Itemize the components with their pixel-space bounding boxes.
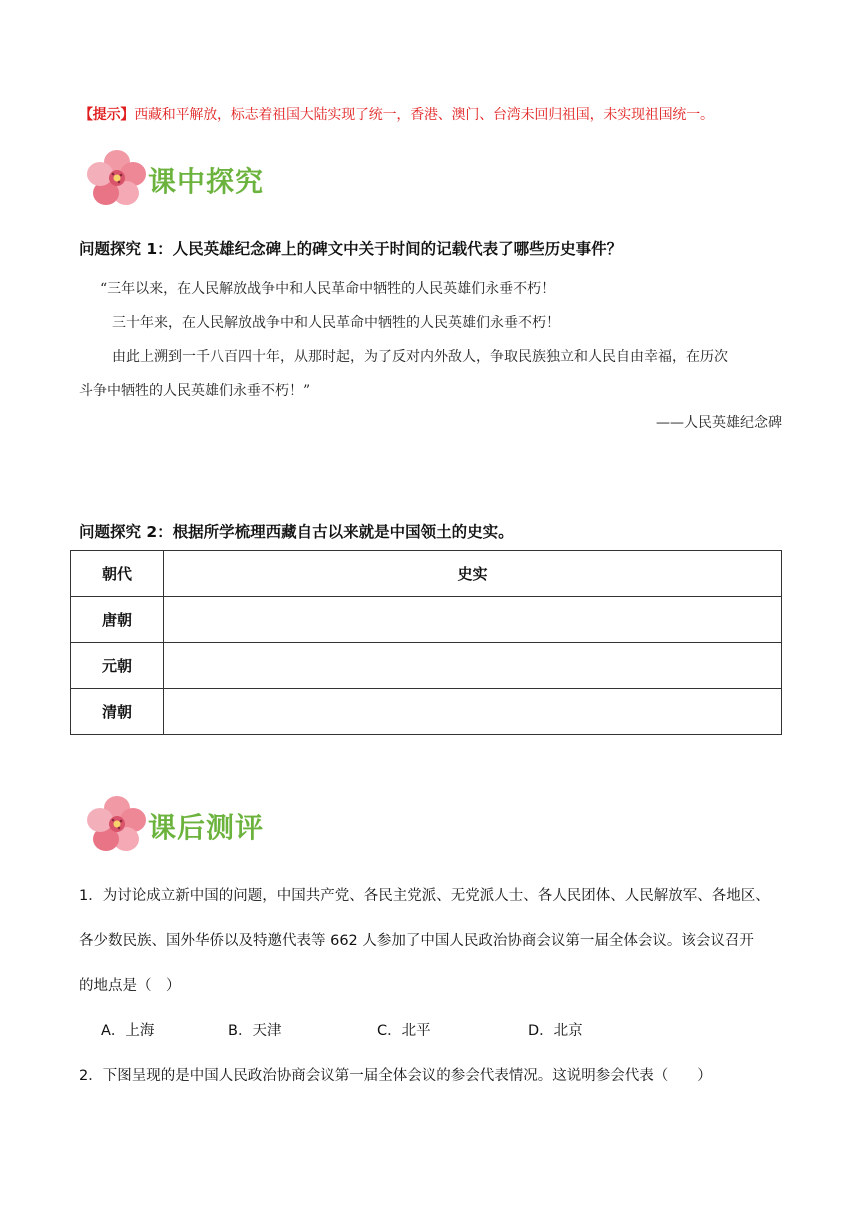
quote-source: ——人民英雄纪念碑 bbox=[656, 415, 782, 431]
quote-line-2: 三十年来，在人民解放战争中和人民革命中牺牲的人民英雄们永垂不朽！ bbox=[112, 315, 560, 331]
column-header-dynasty: 朝代 bbox=[71, 551, 164, 597]
quiz-q1-option-c[interactable]: C．北平 bbox=[377, 1023, 431, 1039]
history-table bbox=[70, 550, 782, 735]
section-title: 课中探究 bbox=[148, 165, 265, 198]
fact-cell[interactable] bbox=[164, 597, 782, 643]
column-header-facts: 史实 bbox=[164, 551, 782, 597]
question-prompt-1: 问题探究 1：人民英雄纪念碑上的碑文中关于时间的记载代表了哪些历史事件？ bbox=[79, 240, 623, 258]
quote-line-1: “三年以来，在人民解放战争中和人民革命中牺牲的人民英雄们永垂不朽！ bbox=[100, 281, 556, 297]
flower-icon bbox=[86, 794, 148, 854]
dynasty-cell: 唐朝 bbox=[71, 597, 164, 643]
table-row bbox=[71, 597, 782, 643]
flower-icon bbox=[86, 148, 148, 208]
section-header-after-class bbox=[86, 794, 346, 858]
table-row bbox=[71, 643, 782, 689]
table-row bbox=[71, 689, 782, 735]
question-prompt-2: 问题探究 2：根据所学梳理西藏自古以来就是中国领土的史实。 bbox=[79, 523, 514, 541]
quiz-q2-text: 2．下图呈现的是中国人民政治协商会议第一届全体会议的参会代表情况。这说明参会代表（ ） bbox=[79, 1068, 712, 1084]
quote-line-3: 由此上溯到一千八百四十年，从那时起，为了反对内外敌人，争取民族独立和人民自由幸福，在历次 bbox=[112, 349, 728, 365]
quiz-q1-line-2: 各少数民族、国外华侨以及特邀代表等 662 人参加了中国人民政治协商会议第一届全体会议。该会议召开 bbox=[79, 933, 754, 949]
quiz-q1-line-1: 1．为讨论成立新中国的问题，中国共产党、各民主党派、无党派人士、各人民团体、人民解放军、各地区、 bbox=[79, 888, 770, 904]
fact-cell[interactable] bbox=[164, 643, 782, 689]
hint-label: 【提示】 bbox=[79, 107, 135, 123]
dynasty-cell: 元朝 bbox=[71, 643, 164, 689]
section-title: 课后测评 bbox=[148, 811, 265, 844]
hint-line bbox=[79, 104, 714, 124]
fact-cell[interactable] bbox=[164, 689, 782, 735]
quote-line-4: 斗争中牺牲的人民英雄们永垂不朽！” bbox=[79, 383, 311, 399]
quiz-q1-option-d[interactable]: D．北京 bbox=[528, 1023, 583, 1039]
hint-text: 西藏和平解放，标志着祖国大陆实现了统一，香港、澳门、台湾未回归祖国，未实现祖国统一。 bbox=[134, 107, 714, 123]
quiz-q1-option-b[interactable]: B．天津 bbox=[228, 1023, 282, 1039]
table-header-row bbox=[71, 551, 782, 597]
quiz-q1-option-a[interactable]: A．上海 bbox=[101, 1023, 155, 1039]
quiz-q1-line-3: 的地点是（ ） bbox=[79, 978, 181, 994]
dynasty-cell: 清朝 bbox=[71, 689, 164, 735]
section-header-in-class bbox=[86, 148, 346, 212]
